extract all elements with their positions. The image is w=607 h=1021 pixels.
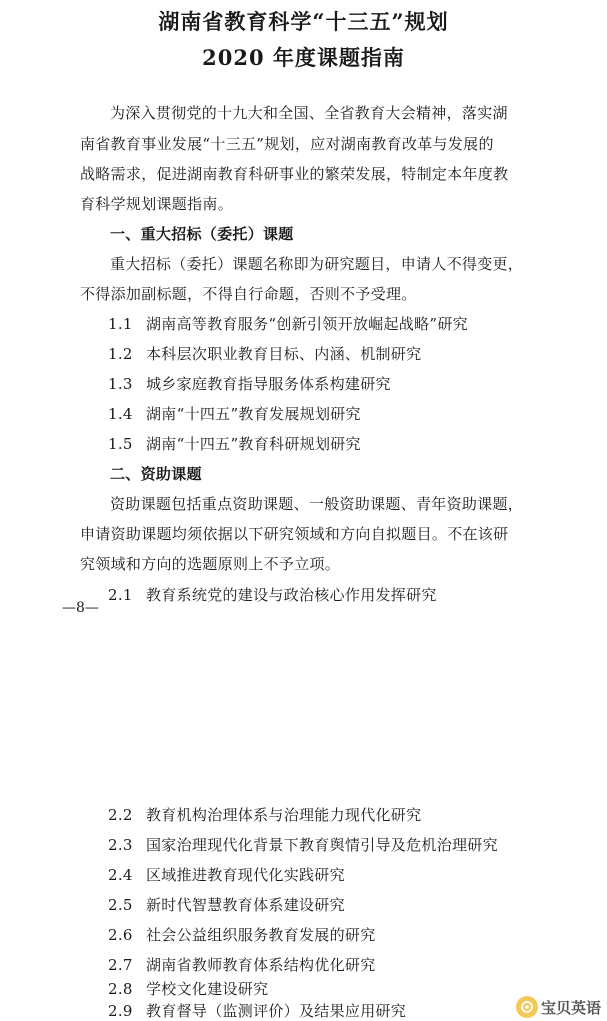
list-item: [108, 834, 498, 855]
watermark: [516, 996, 601, 1018]
list-item: [108, 584, 437, 605]
document-title: 湖南省教育科学“十三五”规划: [158, 9, 449, 34]
page-break-whitespace: [0, 640, 607, 790]
item-text: 教育督导（监测评价）及结果应用研究: [146, 1002, 407, 1020]
list-item: [108, 313, 468, 334]
intro-line: 南省教育事业发展“十三五”规划，应对湖南教育改革与发展的: [80, 135, 494, 153]
list-item: [108, 804, 421, 825]
item-number: 2.8: [108, 980, 133, 998]
item-number: 2.4: [108, 866, 133, 884]
item-text: 湖南省教师教育体系结构优化研究: [146, 956, 376, 974]
list-item: [108, 343, 421, 364]
section-description: 究领域和方向的选题原则上不予立项。: [80, 555, 341, 573]
list-item: [108, 894, 345, 915]
item-number: 2.3: [108, 836, 133, 854]
item-text: 国家治理现代化背景下教育舆情引导及危机治理研究: [146, 836, 498, 854]
section-heading: 二、资助课题: [110, 465, 202, 483]
list-item: [108, 433, 361, 454]
list-item: [108, 864, 345, 885]
list-item: [108, 924, 376, 945]
item-number: 2.5: [108, 896, 133, 914]
intro-line: 为深入贯彻党的十九大和全国、全省教育大会精神，落实湖: [110, 104, 508, 122]
page-number: —8—: [62, 600, 99, 616]
item-number: 1.1: [108, 315, 133, 333]
item-number: 2.1: [108, 586, 133, 604]
item-number: 2.9: [108, 1002, 133, 1020]
item-text: 区域推进教育现代化实践研究: [146, 866, 345, 884]
list-item: [108, 403, 361, 424]
document-subtitle: 2020 年度课题指南: [202, 45, 405, 70]
item-number: 1.4: [108, 405, 133, 423]
item-text: 新时代智慧教育体系建设研究: [146, 896, 345, 914]
section-description: 资助课题包括重点资助课题、一般资助课题、青年资助课题，: [110, 495, 524, 513]
item-number: 1.3: [108, 375, 133, 393]
item-text: 湖南“十四五”教育科研规划研究: [146, 435, 361, 453]
item-number: 1.2: [108, 345, 133, 363]
section-description: 重大招标（委托）课题名称即为研究题目，申请人不得变更，: [110, 255, 524, 273]
item-number: 2.6: [108, 926, 133, 944]
item-text: 本科层次职业教育目标、内涵、机制研究: [146, 345, 422, 363]
item-text: 城乡家庭教育指导服务体系构建研究: [146, 375, 391, 393]
list-item: [108, 373, 391, 394]
item-text: 教育机构治理体系与治理能力现代化研究: [146, 806, 422, 824]
watermark-logo-icon: [516, 996, 538, 1018]
section-description: 申请资助课题均须依据以下研究领域和方向自拟题目。不在该研: [80, 525, 509, 543]
intro-line: 育科学规划课题指南。: [80, 195, 234, 213]
item-number: 2.2: [108, 806, 133, 824]
watermark-text: 宝贝英语: [540, 998, 601, 1017]
list-item: [108, 1000, 406, 1021]
item-number: 2.7: [108, 956, 133, 974]
item-text: 教育系统党的建设与政治核心作用发挥研究: [146, 586, 437, 604]
list-item: [108, 954, 376, 975]
section-heading: 一、重大招标（委托）课题: [110, 225, 294, 243]
item-text: 湖南高等教育服务“创新引领开放崛起战略”研究: [146, 315, 468, 333]
item-text: 学校文化建设研究: [146, 980, 269, 998]
section-description: 不得添加副标题，不得自行命题，否则不予受理。: [80, 285, 417, 303]
item-text: 社会公益组织服务教育发展的研究: [146, 926, 376, 944]
item-number: 1.5: [108, 435, 133, 453]
intro-line: 战略需求，促进湖南教育科研事业的繁荣发展，特制定本年度教: [80, 165, 509, 183]
item-text: 湖南“十四五”教育发展规划研究: [146, 405, 361, 423]
list-item: [108, 978, 268, 999]
